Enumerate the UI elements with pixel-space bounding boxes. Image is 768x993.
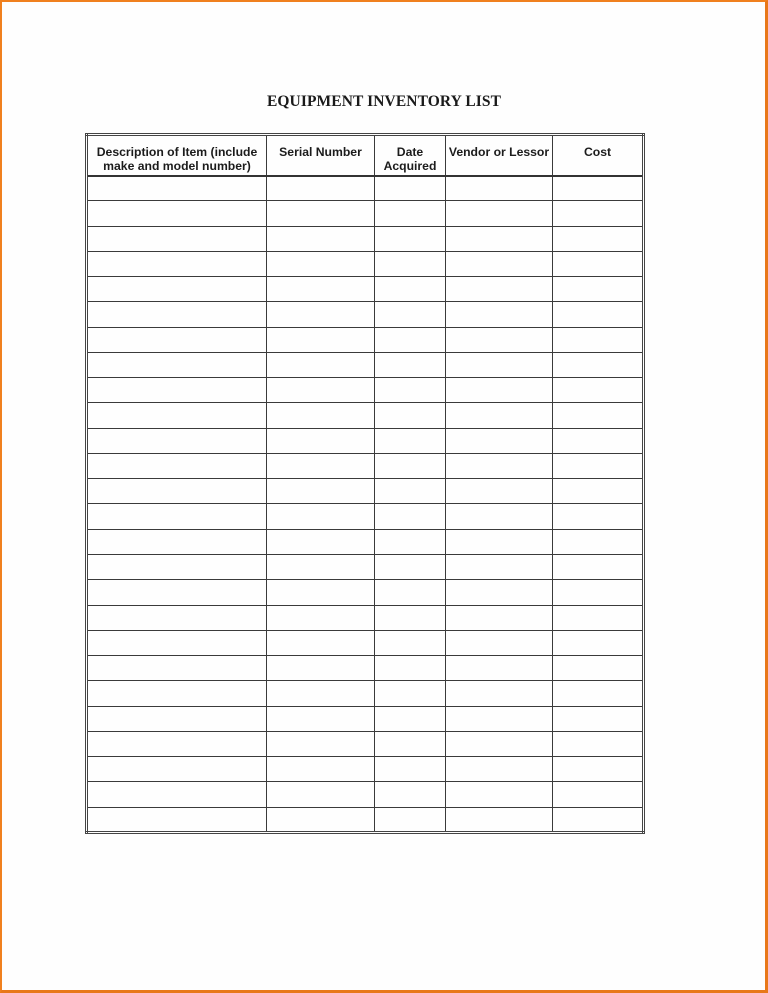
table-row xyxy=(87,782,644,807)
cell-date-acquired[interactable] xyxy=(375,529,446,554)
cell-vendor[interactable] xyxy=(446,731,553,756)
cell-description[interactable] xyxy=(87,378,267,403)
table-row xyxy=(87,479,644,504)
cell-date-acquired[interactable] xyxy=(375,782,446,807)
table-row xyxy=(87,630,644,655)
column-header-description: Description of Item (include make and model number) xyxy=(87,135,267,176)
cell-serial-number[interactable] xyxy=(267,201,375,226)
cell-vendor[interactable] xyxy=(446,403,553,428)
cell-serial-number[interactable] xyxy=(267,327,375,352)
table-row xyxy=(87,403,644,428)
cell-serial-number[interactable] xyxy=(267,731,375,756)
cell-date-acquired[interactable] xyxy=(375,554,446,579)
cell-serial-number[interactable] xyxy=(267,681,375,706)
cell-cost[interactable] xyxy=(553,251,644,276)
document-title: EQUIPMENT INVENTORY LIST xyxy=(266,93,502,110)
cell-date-acquired[interactable] xyxy=(375,580,446,605)
cell-cost[interactable] xyxy=(553,277,644,302)
table-row xyxy=(87,807,644,832)
cell-description[interactable] xyxy=(87,807,267,832)
cell-serial-number[interactable] xyxy=(267,176,375,201)
cell-description[interactable] xyxy=(87,453,267,478)
cell-cost[interactable] xyxy=(553,479,644,504)
column-header-vendor: Vendor or Lessor xyxy=(446,135,553,176)
table-row xyxy=(87,277,644,302)
cell-vendor[interactable] xyxy=(446,605,553,630)
header-row xyxy=(87,135,644,176)
table-row xyxy=(87,201,644,226)
cell-description[interactable] xyxy=(87,302,267,327)
cell-date-acquired[interactable] xyxy=(375,403,446,428)
cell-vendor[interactable] xyxy=(446,554,553,579)
cell-cost[interactable] xyxy=(553,681,644,706)
cell-vendor[interactable] xyxy=(446,479,553,504)
cell-serial-number[interactable] xyxy=(267,706,375,731)
cell-serial-number[interactable] xyxy=(267,807,375,832)
cell-serial-number[interactable] xyxy=(267,251,375,276)
cell-vendor[interactable] xyxy=(446,580,553,605)
cell-description[interactable] xyxy=(87,656,267,681)
table-row xyxy=(87,554,644,579)
cell-date-acquired[interactable] xyxy=(375,251,446,276)
cell-vendor[interactable] xyxy=(446,251,553,276)
table-row xyxy=(87,681,644,706)
cell-description[interactable] xyxy=(87,706,267,731)
cell-cost[interactable] xyxy=(553,807,644,832)
cell-cost[interactable] xyxy=(553,453,644,478)
table-row xyxy=(87,605,644,630)
cell-serial-number[interactable] xyxy=(267,630,375,655)
cell-description[interactable] xyxy=(87,554,267,579)
cell-vendor[interactable] xyxy=(446,378,553,403)
cell-date-acquired[interactable] xyxy=(375,352,446,377)
cell-description[interactable] xyxy=(87,327,267,352)
cell-cost[interactable] xyxy=(553,403,644,428)
cell-description[interactable] xyxy=(87,251,267,276)
inventory-table xyxy=(85,133,645,834)
cell-serial-number[interactable] xyxy=(267,277,375,302)
cell-description[interactable] xyxy=(87,176,267,201)
cell-date-acquired[interactable] xyxy=(375,277,446,302)
cell-vendor[interactable] xyxy=(446,302,553,327)
table-row xyxy=(87,378,644,403)
cell-vendor[interactable] xyxy=(446,656,553,681)
cell-date-acquired[interactable] xyxy=(375,630,446,655)
cell-description[interactable] xyxy=(87,731,267,756)
table-row xyxy=(87,226,644,251)
cell-serial-number[interactable] xyxy=(267,479,375,504)
cell-vendor[interactable] xyxy=(446,201,553,226)
cell-vendor[interactable] xyxy=(446,630,553,655)
cell-date-acquired[interactable] xyxy=(375,656,446,681)
table-row xyxy=(87,580,644,605)
cell-description[interactable] xyxy=(87,352,267,377)
cell-cost[interactable] xyxy=(553,554,644,579)
cell-date-acquired[interactable] xyxy=(375,428,446,453)
cell-serial-number[interactable] xyxy=(267,529,375,554)
cell-date-acquired[interactable] xyxy=(375,504,446,529)
cell-cost[interactable] xyxy=(553,428,644,453)
cell-date-acquired[interactable] xyxy=(375,201,446,226)
cell-description[interactable] xyxy=(87,580,267,605)
cell-description[interactable] xyxy=(87,757,267,782)
cell-description[interactable] xyxy=(87,479,267,504)
cell-serial-number[interactable] xyxy=(267,453,375,478)
cell-serial-number[interactable] xyxy=(267,352,375,377)
cell-cost[interactable] xyxy=(553,656,644,681)
cell-description[interactable] xyxy=(87,226,267,251)
cell-vendor[interactable] xyxy=(446,681,553,706)
cell-serial-number[interactable] xyxy=(267,782,375,807)
table-row xyxy=(87,757,644,782)
cell-cost[interactable] xyxy=(553,504,644,529)
cell-serial-number[interactable] xyxy=(267,428,375,453)
table-body xyxy=(87,176,644,833)
cell-serial-number[interactable] xyxy=(267,554,375,579)
cell-description[interactable] xyxy=(87,504,267,529)
cell-date-acquired[interactable] xyxy=(375,706,446,731)
table-row xyxy=(87,302,644,327)
cell-description[interactable] xyxy=(87,277,267,302)
cell-date-acquired[interactable] xyxy=(375,757,446,782)
cell-cost[interactable] xyxy=(553,529,644,554)
cell-serial-number[interactable] xyxy=(267,504,375,529)
cell-cost[interactable] xyxy=(553,630,644,655)
cell-description[interactable] xyxy=(87,403,267,428)
cell-cost[interactable] xyxy=(553,782,644,807)
table-row xyxy=(87,504,644,529)
cell-description[interactable] xyxy=(87,681,267,706)
cell-description[interactable] xyxy=(87,428,267,453)
table-row xyxy=(87,453,644,478)
cell-serial-number[interactable] xyxy=(267,378,375,403)
cell-serial-number[interactable] xyxy=(267,605,375,630)
cell-cost[interactable] xyxy=(553,378,644,403)
cell-cost[interactable] xyxy=(553,352,644,377)
cell-date-acquired[interactable] xyxy=(375,302,446,327)
cell-vendor[interactable] xyxy=(446,453,553,478)
cell-cost[interactable] xyxy=(553,176,644,201)
cell-vendor[interactable] xyxy=(446,757,553,782)
cell-vendor[interactable] xyxy=(446,706,553,731)
cell-vendor[interactable] xyxy=(446,352,553,377)
table-row xyxy=(87,656,644,681)
cell-date-acquired[interactable] xyxy=(375,731,446,756)
cell-cost[interactable] xyxy=(553,327,644,352)
cell-description[interactable] xyxy=(87,782,267,807)
cell-date-acquired[interactable] xyxy=(375,327,446,352)
cell-serial-number[interactable] xyxy=(267,226,375,251)
cell-description[interactable] xyxy=(87,605,267,630)
cell-cost[interactable] xyxy=(553,201,644,226)
cell-vendor[interactable] xyxy=(446,807,553,832)
cell-cost[interactable] xyxy=(553,706,644,731)
cell-date-acquired[interactable] xyxy=(375,605,446,630)
cell-cost[interactable] xyxy=(553,302,644,327)
cell-date-acquired[interactable] xyxy=(375,479,446,504)
cell-cost[interactable] xyxy=(553,605,644,630)
cell-cost[interactable] xyxy=(553,226,644,251)
cell-description[interactable] xyxy=(87,529,267,554)
column-header-date-acquired: Date Acquired xyxy=(375,135,446,176)
table-row xyxy=(87,731,644,756)
table-row xyxy=(87,327,644,352)
cell-description[interactable] xyxy=(87,630,267,655)
cell-date-acquired[interactable] xyxy=(375,681,446,706)
cell-cost[interactable] xyxy=(553,757,644,782)
cell-vendor[interactable] xyxy=(446,529,553,554)
column-header-serial-number: Serial Number xyxy=(267,135,375,176)
cell-date-acquired[interactable] xyxy=(375,807,446,832)
cell-serial-number[interactable] xyxy=(267,403,375,428)
cell-cost[interactable] xyxy=(553,731,644,756)
cell-date-acquired[interactable] xyxy=(375,176,446,201)
cell-vendor[interactable] xyxy=(446,327,553,352)
table-row xyxy=(87,529,644,554)
cell-vendor[interactable] xyxy=(446,782,553,807)
cell-description[interactable] xyxy=(87,201,267,226)
table-row xyxy=(87,428,644,453)
cell-serial-number[interactable] xyxy=(267,757,375,782)
cell-vendor[interactable] xyxy=(446,504,553,529)
cell-date-acquired[interactable] xyxy=(375,226,446,251)
table-row xyxy=(87,352,644,377)
cell-date-acquired[interactable] xyxy=(375,378,446,403)
column-header-cost: Cost xyxy=(553,135,644,176)
cell-vendor[interactable] xyxy=(446,176,553,201)
table-row xyxy=(87,251,644,276)
table-row xyxy=(87,176,644,201)
cell-serial-number[interactable] xyxy=(267,656,375,681)
table-row xyxy=(87,706,644,731)
cell-serial-number[interactable] xyxy=(267,580,375,605)
cell-vendor[interactable] xyxy=(446,428,553,453)
cell-vendor[interactable] xyxy=(446,277,553,302)
cell-date-acquired[interactable] xyxy=(375,453,446,478)
cell-vendor[interactable] xyxy=(446,226,553,251)
cell-cost[interactable] xyxy=(553,580,644,605)
cell-serial-number[interactable] xyxy=(267,302,375,327)
